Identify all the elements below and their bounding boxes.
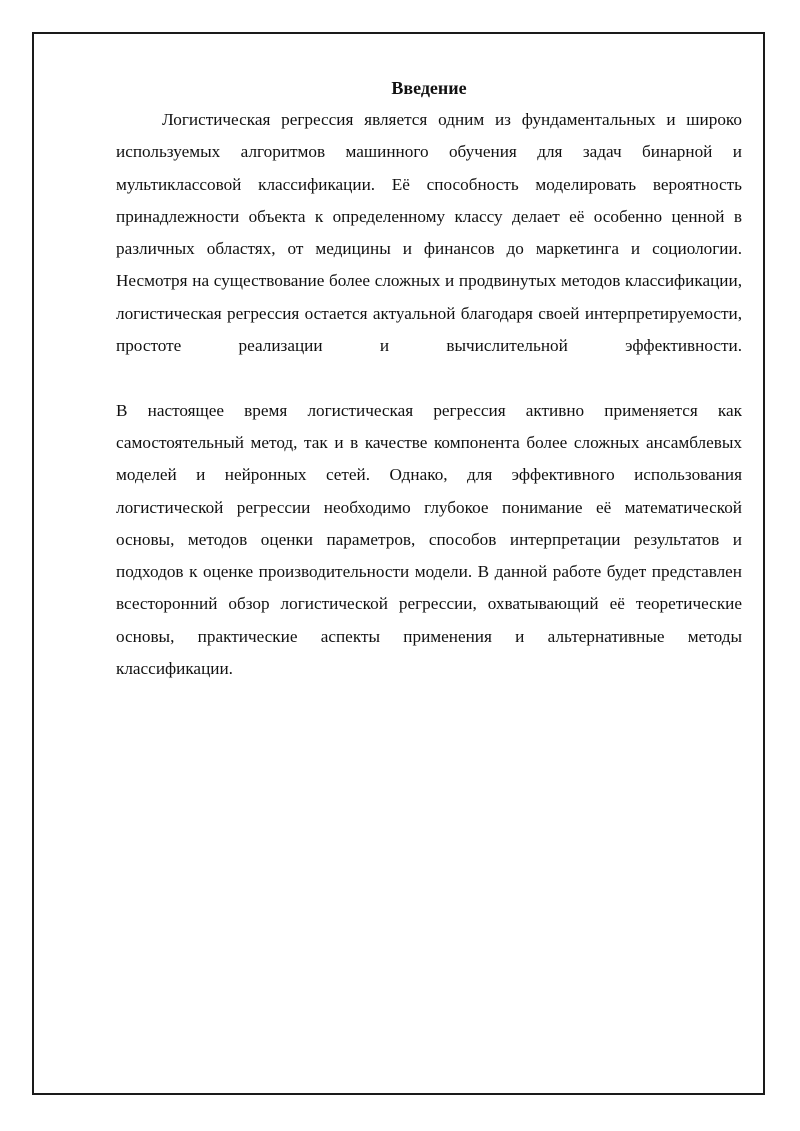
paragraph-intro: Логистическая регрессия является одним из фундаментальных и широко используемых алгоритмов машинного обучения для задач бинарной и мультиклассовой классификации. Её способность моделировать вероятность принадлежности объекта к определенному классу делает её особенно ценной в различных областях, от медицины и финансов до маркетинга и социологии. Несмотря на существование более сложных и продвинутых методов классификации, логистическая регрессия остается актуальной благодаря своей интерпретируемости, простоте реализации и вычислительной эффективности. [116, 110, 742, 356]
section-heading: Введение [391, 78, 467, 98]
document-body [116, 72, 742, 685]
paragraph-second: В настоящее время логистическая регрессия активно применяется как самостоятельный метод, так и в качестве компонента более сложных ансамблевых моделей и нейронных сетей. Однако, для эффективного использования логистической регрессии необходимо глубокое понимание её математической основы, методов оценки параметров, способов интерпретации результатов и подходов к оценке производительности модели. В данной работе будет представлен всесторонний обзор логистической регрессии, охватывающий её теоретические основы, практические аспекты применения и альтернативные методы классификации. [116, 400, 742, 679]
paragraph-gap [116, 362, 742, 394]
